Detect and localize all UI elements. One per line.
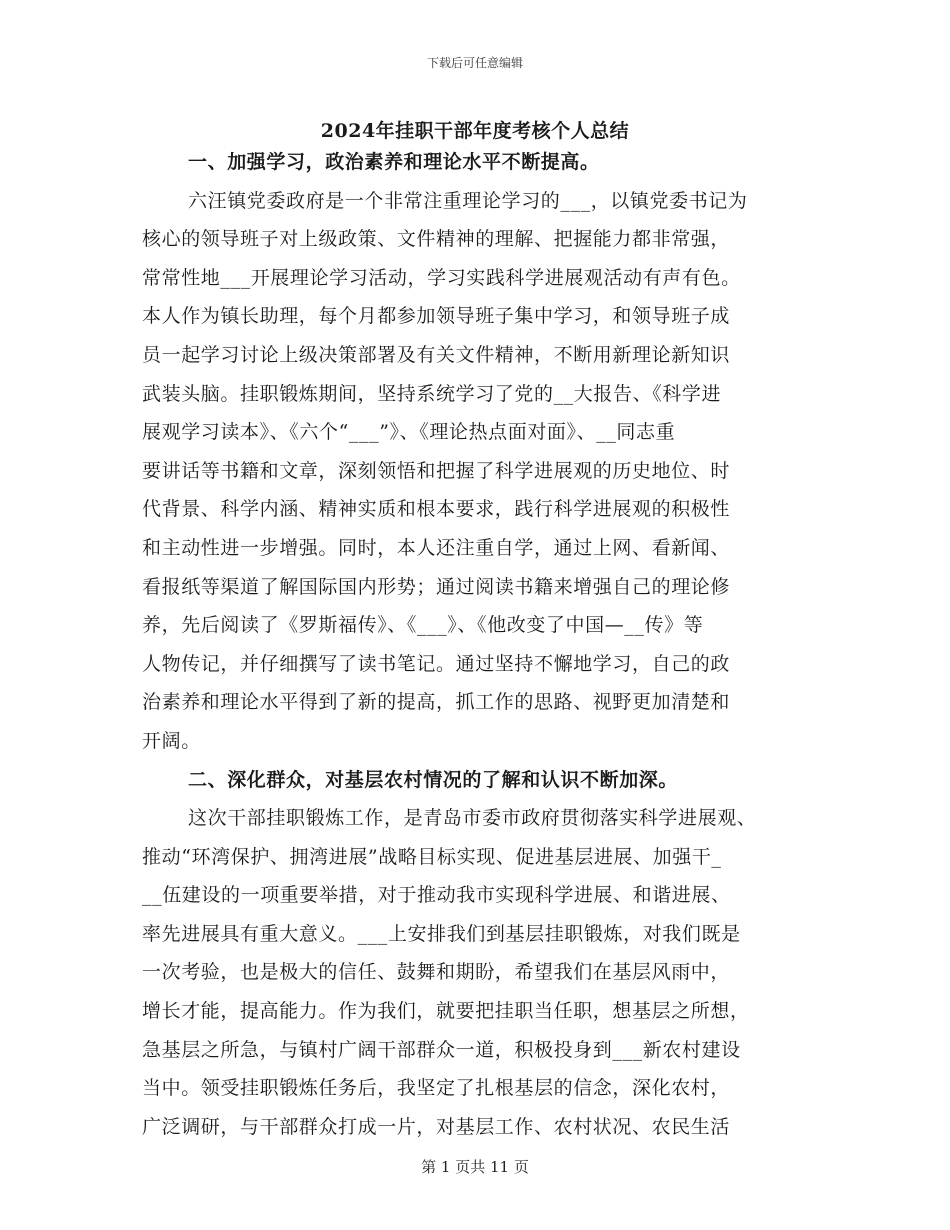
paragraph-line: 代背景、科学内涵、精神实质和根本要求，践行科学进展观的积极性: [142, 498, 731, 521]
paragraph-line: 当中。领受挂职锻炼任务后，我坚定了扎根基层的信念，深化农村，: [142, 1077, 731, 1100]
paragraph-line: __伍建设的一项重要举措，对于推动我市实现科学进展、和谐进展、: [142, 884, 731, 907]
paragraph-line: 急基层之所急，与镇村广阔干部群众一道，积极投身到___新农村建设: [142, 1038, 741, 1061]
document-title: 2024年挂职干部年度考核个人总结: [320, 120, 630, 142]
paragraph-line: 和主动性进一步增强。同时，本人还注重自学，通过上网、看新闻、: [142, 536, 731, 559]
paragraph-line: 率先进展具有重大意义。___上安排我们到基层挂职锻炼，对我们既是: [142, 922, 741, 945]
paragraph-line: 养，先后阅读了《罗斯福传》、《___》、《他改变了中国—__传》等: [142, 614, 704, 637]
paragraph-line: 要讲话等书籍和文章，深刻领悟和把握了科学进展观的历史地位、时: [142, 459, 731, 482]
paragraph-line: 武装头脑。挂职锻炼期间，坚持系统学习了党的__大报告、《科学进: [142, 382, 722, 405]
paragraph-line: 展观学习读本》、《六个“___”》、《理论热点面对面》、__同志重: [142, 421, 676, 444]
paragraph-line: 这次干部挂职锻炼工作，是青岛市委市政府贯彻落实科学进展观、: [188, 807, 757, 830]
paragraph-line: 核心的领导班子对上级政策、文件精神的理解、把握能力都非常强，: [142, 228, 731, 251]
paragraph-line: 治素养和理论水平得到了新的提高，抓工作的思路、视野更加清楚和: [142, 691, 731, 714]
page-footer: 第 1 页共 11 页: [421, 1158, 529, 1176]
paragraph-line: 员一起学习讨论上级决策部署及有关文件精神，不断用新理论新知识: [142, 343, 731, 366]
paragraph-line: 开阔。: [142, 729, 201, 752]
paragraph-line: 一次考验，也是极大的信任、鼓舞和期盼，希望我们在基层风雨中，: [142, 961, 731, 984]
section-heading: 二、深化群众，对基层农村情况的了解和认识不断加深。: [188, 768, 679, 791]
header-note: 下载后可任意编辑: [426, 56, 523, 70]
paragraph-line: 本人作为镇长助理，每个月都参加领导班子集中学习，和领导班子成: [142, 305, 731, 328]
section-heading: 一、加强学习，政治素养和理论水平不断提高。: [188, 151, 600, 173]
paragraph-line: 广泛调研，与干部群众打成一片，对基层工作、农村状况、农民生活: [142, 1115, 731, 1138]
paragraph-line: 常常性地___开展理论学习活动，学习实践科学进展观活动有声有色。: [142, 266, 741, 289]
paragraph-line: 看报纸等渠道了解国际国内形势；通过阅读书籍来增强自己的理论修: [142, 575, 731, 598]
paragraph-line: 推动“环湾保护、拥湾进展”战略目标实现、促进基层进展、加强干_: [142, 845, 722, 868]
paragraph-line: 增长才能，提高能力。作为我们，就要把挂职当任职，想基层之所想，: [142, 1000, 750, 1023]
paragraph-line: 人物传记，并仔细撰写了读书笔记。通过坚持不懈地学习，自己的政: [142, 652, 731, 675]
paragraph-line: 六汪镇党委政府是一个非常注重理论学习的___，以镇党委书记为: [188, 189, 748, 212]
document-body: [142, 143, 810, 1146]
